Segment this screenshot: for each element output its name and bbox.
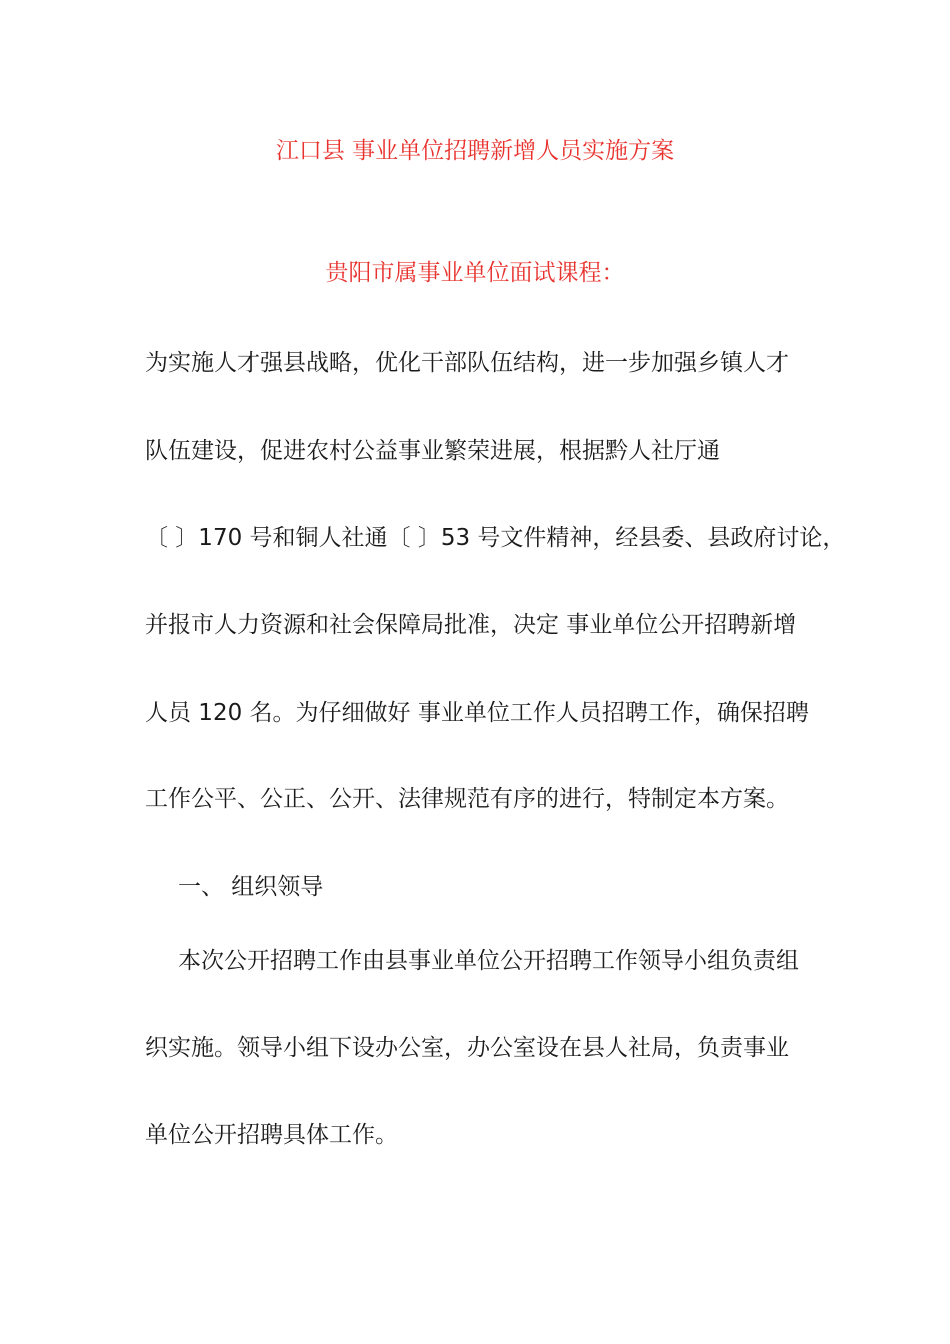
paragraph-line: 单位公开招聘具体工作。 <box>145 1122 398 1148</box>
paragraph-line: 为实施人才强县战略，优化干部队伍结构，进一步加强乡镇人才 <box>145 350 789 376</box>
document-subtitle: 贵阳市属事业单位面试课程： <box>325 260 625 286</box>
paragraph-line: 并报市人力资源和社会保障局批准，决定 事业单位公开招聘新增 <box>145 612 797 638</box>
paragraph-line: 人员 120 名。为仔细做好 事业单位工作人员招聘工作，确保招聘 <box>145 700 809 726</box>
paragraph-line: 工作公平、公正、公开、法律规范有序的进行，特制定本方案。 <box>145 786 789 812</box>
paragraph-line: 〔 〕170 号和铜人社通〔 〕53 号文件精神，经县委、县政府讨论， <box>145 525 846 551</box>
document-title: 江口县 事业单位招聘新增人员实施方案 <box>275 138 675 164</box>
section-heading: 一、 组织领导 <box>178 874 324 900</box>
paragraph-line: 队伍建设，促进农村公益事业繁荣进展，根据黔人社厅通 <box>145 438 720 464</box>
paragraph-line: 织实施。领导小组下设办公室，办公室设在县人社局，负责事业 <box>145 1035 789 1061</box>
paragraph-line: 本次公开招聘工作由县事业单位公开招聘工作领导小组负责组 <box>178 948 799 974</box>
